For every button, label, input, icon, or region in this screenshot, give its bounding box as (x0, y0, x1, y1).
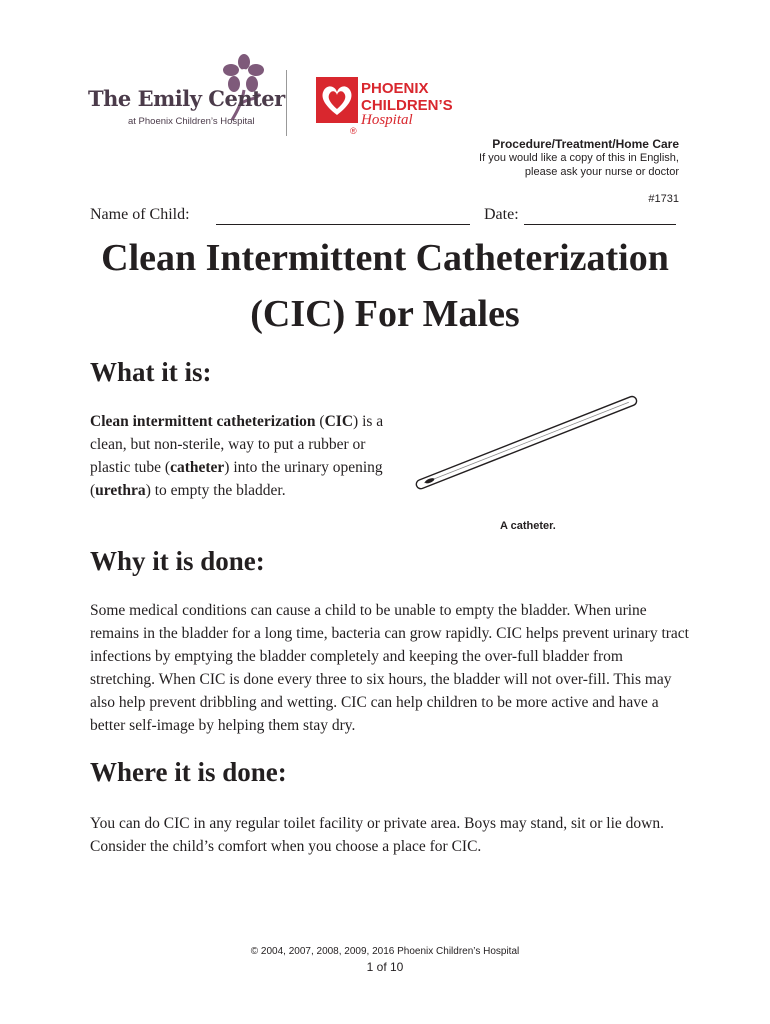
name-of-child-label: Name of Child: (90, 206, 190, 223)
catheter-illustration (405, 378, 650, 510)
name-date-row (90, 206, 680, 228)
copyright-notice: © 2004, 2007, 2008, 2009, 2016 Phoenix Children’s Hospital (250, 946, 520, 957)
procedure-label: Procedure/Treatment/Home Care (492, 137, 679, 151)
copy-note-line1: If you would like a copy of this in English, (479, 152, 679, 164)
why-heading: Why it is done: (90, 546, 265, 576)
name-of-child-field[interactable] (216, 224, 470, 225)
what-text1: is a clean, but non-sterile, way to put a rubber or plastic tube ( (90, 413, 384, 476)
where-heading: Where it is done: (90, 757, 287, 787)
term-catheter: catheter (170, 459, 225, 476)
page-number: 1 of 10 (366, 960, 404, 974)
why-paragraph: Some medical conditions can cause a child to be unable to empty the bladder. When urine remains in the bladder for a long time, bacteria can grow rapidly. CIC helps prevent urinary tract infections by emptying the bladder completely and keeping the over-full bladder from stretching. When CIC is done every three to six hours, the bladder will not over-fill. This may also help prevent dribbling and wetting. CIC can help children to be more active and have a better self-image by helping them stay dry. (90, 602, 689, 734)
what-heading: What it is: (90, 357, 212, 387)
abbr-cic: CIC (324, 413, 354, 430)
copy-note-line2: please ask your nurse or doctor (524, 166, 679, 178)
document-number: #1731 (648, 193, 679, 205)
page-title-line1: Clean Intermittent Catheterization (101, 237, 669, 279)
pch-name-line3: Hospital (361, 112, 413, 128)
paren-close: ) (353, 413, 359, 430)
what-paragraph (90, 410, 400, 502)
pch-name-line2: CHILDREN’S (361, 97, 453, 114)
date-label: Date: (484, 206, 519, 223)
catheter-caption: A catheter. (500, 520, 556, 532)
term-cic: Clean intermittent catheterization (90, 413, 316, 430)
pch-name-line1: PHOENIX (361, 80, 429, 97)
heart-hands-logo-icon (316, 77, 358, 123)
emily-center-subtitle: at Phoenix Children’s Hospital (128, 116, 255, 127)
emily-center-title: The Emily Center (88, 86, 285, 111)
what-text2: ) into the urinary opening ( (90, 459, 383, 499)
where-paragraph: You can do CIC in any regular toilet facility or private area. Boys may stand, sit or lie down. Consider the child’s comfort when you choose a place for CIC. (90, 815, 664, 855)
paren-open: ( (315, 413, 325, 430)
page-title-line2: (CIC) For Males (250, 293, 520, 335)
term-urethra: urethra (95, 482, 146, 499)
registered-mark: ® (350, 126, 357, 136)
date-field[interactable] (524, 224, 676, 225)
logo-divider (286, 70, 287, 136)
what-text3: ) to empty the bladder. (145, 482, 286, 499)
